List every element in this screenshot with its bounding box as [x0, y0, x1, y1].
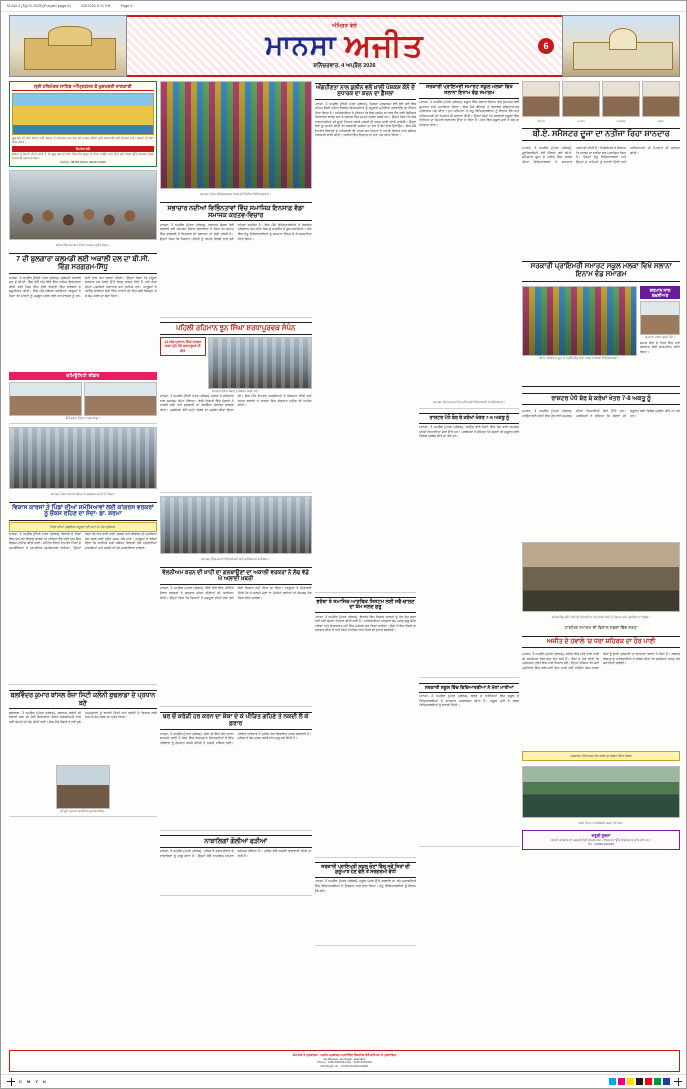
article-lead-decision	[315, 81, 417, 593]
headline: ਬੀ.ਏ. ਸਮੈਸਟਰ ਦੂਜਾ ਦਾ ਨਤੀਜਾ ਰਿਹਾ ਸ਼ਾਨਦਾਰ	[522, 128, 680, 142]
print-registration-strip	[1, 1074, 687, 1088]
headline: ਵੇਲਨੀਅਮ ਕਰਨ ਦੀ ਖ਼ਾਹੀ ਦਾ ਗਲਬਾਉਣਾਂ ਦਾ ਅਕਾਲੀ ਵਰਕਰਾਂ ਨੇ ਲੰਢ ਵੱਡੇ ਘੇ ਅਲਾਦੀ ਖ਼ਬਰੀ	[160, 567, 312, 585]
registration-crosshair-icon	[7, 1078, 15, 1086]
photo-caption: ਸ਼ਹਿਰ ਵਿੱਚ ਗੰਦੇ ਪਾਣੀ ਦੀ ਨਿਕਾਸੀ ਨਾ ਹੋਣ ਕਾਰਨ ਲੋਕਾਂ ਨੂੰ ਪੇਸ਼ ਆ ਰਹੀ ਮੁਸ਼ਕਿਲ ਦਾ ਦ੍ਰਿਸ਼।	[551, 615, 651, 620]
article-congress-villages	[9, 501, 157, 686]
headline: ਸਰਕਾਰੀ ਪ੍ਰਾਇਮਰੀ ਸਕੂਲ ਚੋਣਾਂ ਵਿੱਚ ਨਵੇਂ ਸਿਰਾਂ ਦੀ ਸ਼ੁਰੂਆਤ ਹੋਣ ਵੇਲੇ ਤੋਂ ਸਰਗਰਮੀ ਵੱਧੀ	[315, 862, 417, 878]
article-photo-prize	[522, 286, 637, 356]
topper-photo	[522, 81, 560, 117]
ad-title: ਸ੍ਰੀ ਹਰਿਮੰਦਰ ਸਾਹਿਬ ਅੰਮ੍ਰਿਤਸਰ ਤੋਂ ਖੁਸ਼ਖਬਰੀ ਜਾਣਕਾਰੀ	[12, 84, 154, 91]
inset-header: ਕਮਿਊਨਿਟੀ ਲੀਡਰ	[9, 372, 157, 380]
photo-caption: ਸਮਾਗਮ ਦੌਰਾਨ ਸੱਭਿਆਚਾਰਕ ਪੇਸ਼ਕਾਰੀ ਦਿੰਦੀਆਂ ਵਿਦਿਆਰਥਣਾਂ।	[200, 192, 272, 196]
swatch-yellow	[627, 1078, 634, 1085]
topper-photo	[642, 81, 680, 117]
print-header-time: 4/3/2026 9:11 PM	[80, 4, 111, 8]
article-photo-portrait	[56, 765, 110, 809]
article-religious-event	[160, 321, 312, 493]
headline: ਸਭਾਚਾਰ ਨਦੀਆਂ ਵਿਭਿੰਨਤਾਵਾਂ ਵਿੱਚ ਸਮਾਜਿਕ ਇਨਸਾਫ਼ ਵੱਡਾ ਸਮਾਜਕ ਕਰਤਵ-ਵਿਚਾਰ	[160, 202, 312, 221]
advertisement-top-left[interactable]	[9, 81, 157, 167]
article-photo-protest	[522, 766, 680, 818]
ad-body: ਆਪਣੇ ਕਾਰੋਬਾਰ ਦੀ ਮਸ਼ਹੂਰੀ ਲਈ ਸੰਪਰਕ ਕਰੋ। ਵਾਜਬ ਰੇਟ ਉੱਤੇ ਇਸ਼ਤਿਹਾਰ ਛਾਪੇ ਜਾਂਦੇ ਹਨ।	[551, 838, 652, 843]
headline: ਨਾਬਾਲਿਗਾਂ ਗੋਲੀਆਂ ਫੜੀਆਂ	[160, 835, 312, 847]
article-photo-group	[9, 427, 157, 489]
ad-phone: ਫੋਨ : 01652-222222	[588, 842, 614, 847]
photo-caption: ਧਰਨੇ ਦੌਰਾਨ ਨਾਅਰੇਬਾਜ਼ੀ ਕਰਦੇ ਹੋਏ ਲੋਕ।	[578, 821, 624, 826]
colophon-line-3: Phone : 0181-5064444 Fax : 0181-5064445	[317, 1060, 372, 1065]
photo-caption: ਨਵੇਂ ਚੁਣੇ ਪ੍ਰਧਾਨ ਬਲਵਿੰਦਰ ਕੁਮਾਰ ਬਾਂਸਲ।	[59, 808, 107, 813]
topper-name: ਕਿਰਨ	[658, 120, 664, 123]
masthead-date: ਸ਼ਨਿੱਚਰਵਾਰ, 4 ਅਪ੍ਰੈਲ 2026	[313, 62, 376, 69]
headline: ਅੰਗਹੀਣਤਾ ਨਾਲ ਕੁਲੀਨ ਵਲੋਂ ਖ਼ਾਲੀ ਪੇਸ਼ਕਸ਼ ਕੋਨੇ ਦੇ ਸੁਧਾਰਕ ਦਾ ਕਰਨ ਦਾ ਫ਼ੈਸਲਾ	[315, 83, 417, 101]
color-swatches	[609, 1078, 670, 1085]
headline: 7 ਦੀ ਬੁਲਗਾਰਾ ਕਲਮਡੀ ਲਈ ਅਕਾਲੀ ਦਲ ਦਾ ਬੀ.ਸੀ. ਵਿੰਗ ਸਰਗਰਮ-ਸਿੱਧੂ	[9, 253, 157, 274]
headline: ਅਜੀਤ ਦੇ ਹਵਾਲੇ 'ਚ ਧਰਾ ਸ਼ਹਿਰਕ ਦਾ ਹੋਰ ਪਾਣੀ	[522, 636, 680, 648]
topper-photo	[562, 81, 600, 117]
colophon-line-2: Ajit Bhawan, Ajit Nagar, Jalandhar	[323, 1056, 366, 1061]
colophon-line-1: ਸੰਪਾਦਕ ਤੇ ਪ੍ਰਕਾਸ਼ਕ : ਅਜੀਤ ਪ੍ਰਕਾਸ਼ਨ ਪ੍ਰਾਈਵੇਟ ਲਿਮਟਿਡ ਵੱਲੋਂ ਛਾਪਿਆ ਤੇ ਪ੍ਰਕਾਸ਼ਿਤ	[292, 1053, 397, 1058]
article-body: ਮਾਨਸਾ, 3 ਅਪ੍ਰੈਲ (ਨਿੱਜੀ ਪੱਤਰ ਪ੍ਰੇਰਕ)- ਸ਼ਰਧਾ ਤੇ ਸਤਿਕਾਰ ਨਾਲ ਸਮਾਗਮ ਸੰਪੰਨ ਹੋਇਆ। ਵੱਡੀ ਗਿਣਤੀ ਵਿੱਚ ਸੰਗਤਾਂ ਨੇ ਹਾਜ਼ਰੀ ਭਰੀ ਅਤੇ ਗੁਰਬਾਣੀ ਦਾ ਰਸਭਿੰਨਾ ਕੀਰਤਨ ਸਰਵਣ ਕੀਤਾ। ਪ੍ਰਬੰਧਕਾਂ ਵੱਲੋਂ ਅਟੁੱਟ ਲੰਗਰ ਦਾ ਪ੍ਰਬੰਧ ਕੀਤਾ ਗਿਆ ਸੀ। ਇਸ ਮੌਕੇ ਵੱਖ-ਵੱਖ ਸ਼ਖ਼ਸੀਅਤਾਂ ਨੇ ਸ਼ਿਰਕਤ ਕੀਤੀ ਅਤੇ ਸਮਾਜ ਭਲਾਈ ਦੇ ਕਾਰਜਾਂ ਵਿੱਚ ਯੋਗਦਾਨ ਪਾਉਣ ਦੀ ਅਪੀਲ ਕੀਤੀ।	[159, 394, 312, 412]
colophon	[9, 1050, 680, 1072]
photo-caption: ਸਮਾਗਮ ਦੌਰਾਨ ਸ਼ਾਮਲ ਸੰਗਤਾਂ ਤੇ ਪ੍ਰਬੰਧਕ ਕਮੇਟੀ ਦੇ ਮੈਂਬਰ।	[50, 492, 115, 497]
article-body: ਮਾਨਸਾ, 3 ਅਪ੍ਰੈਲ (ਪੱਤਰ ਪ੍ਰੇਰਕ)- ਇਲਾਕੇ ਵਿੱਚ ਵਿਕਾਸ ਕਾਰਜਾਂ ਨੂੰ ਹੋਰ ਤੇਜ਼ ਕਰਨ ਲਈ ਨਵੀਂ ਯੋਜਨਾ ਤਿਆਰ ਕੀਤੀ ਗਈ ਹੈ। ਅਧਿਕਾਰੀਆਂ ਅਨੁਸਾਰ ਕੰਮ ਜਲਦ ਸ਼ੁਰੂ ਕੀਤਾ ਜਾਵੇਗਾ ਅਤੇ ਨਿਰਧਾਰਤ ਸਮੇਂ ਵਿੱਚ ਮੁਕੰਮਲ ਕਰ ਲਿਆ ਜਾਵੇਗਾ। ਲੋਕਾਂ ਨੇ ਇਸ ਫ਼ੈਸਲੇ ਦਾ ਸਵਾਗਤ ਕੀਤਾ ਹੈ ਅਤੇ ਕਿਹਾ ਕਿ ਇਸ ਨਾਲ ਖੇਤਰ ਦੀ ਨੁਹਾਰ ਬਦਲੇਗੀ।	[314, 614, 417, 633]
article-social-justice	[160, 201, 312, 318]
article-body: ਮਾਨਸਾ, 3 ਅਪ੍ਰੈਲ (ਪੱਤਰ ਪ੍ਰੇਰਕ)- ਪੁਲਿਸ ਨੇ ਗਸ਼ਤ ਦੌਰਾਨ ਦੋ ਨਾਬਾਲਿਗਾਂ ਨੂੰ ਕਾਬੂ ਕੀਤਾ ਹੈ। ਉਨ੍ਹਾਂ ਕੋਲੋਂ ਨਾਜਾਇਜ਼ ਸਾਮਾਨ ਬਰਾਮਦ ਹੋਇਆ ਹੈ। ਪੁਲਿਸ ਵੱਲੋਂ ਅਗਲੀ ਕਾਰਵਾਈ ਕੀਤੀ ਜਾ ਰਹੀ ਹੈ।	[159, 849, 312, 858]
section-divider	[522, 386, 680, 387]
masthead-strap: ਅੰਮ੍ਰਿਤ ਵੇਲੇ	[331, 22, 358, 29]
headline: ਸਰਕਾਰੀ ਪ੍ਰਾਇਮਰੀ ਸਮਾਰਟ ਸਕੂਲ ਮਲਕਾ ਵਿਖੇ ਸਲਾਨਾ ਇਨਾਮ ਵੰਡ ਸਮਾਗਮ	[419, 83, 519, 99]
print-header-bar	[1, 1, 687, 12]
article-colony-president	[9, 688, 157, 817]
masthead-photo-left	[9, 15, 127, 77]
masthead-titles	[265, 27, 424, 63]
toppers-name-row	[522, 120, 680, 123]
article-body: ਮਾਨਸਾ, 3 ਅਪ੍ਰੈਲ (ਪੱਤਰ ਪ੍ਰੇਰਕ)- ਆਉਣ ਵਾਲੇ ਦਿਨਾਂ ਵਿੱਚ ਹੋਣ ਵਾਲੇ ਸਮਾਗਮ ਦੀਆਂ ਤਿਆਰੀਆਂ ਜ਼ੋਰਾਂ ਉੱਤੇ ਹਨ। ਪ੍ਰਬੰਧਕਾਂ ਨੇ ਦੱਸਿਆ ਕਿ ਸੰਗਤਾਂ ਦੀ ਸਹੂਲਤ ਲਈ ਵਿਸ਼ੇਸ਼ ਪ੍ਰਬੰਧ ਕੀਤੇ ਜਾ ਰਹੇ ਹਨ।	[419, 425, 520, 439]
article-event-dates	[419, 412, 519, 678]
swatch-blue	[663, 1078, 670, 1085]
topper-photo	[602, 81, 640, 117]
inset-caption: ਇਕੱਤਰਤਾ ਦੌਰਾਨ ਹਾਜ਼ਰ ਆਗੂ।	[65, 415, 100, 420]
article-photo-drain	[522, 542, 680, 612]
headline: ਸਰਕਾਰੀ ਪ੍ਰਾਇਮਰੀ ਸਮਾਰਟ ਸਕੂਲ ਮਲਕਾ ਵਿਖੇ ਸਲਾਨਾ ਇਨਾਮ ਵੰਡ ਸਮਾਗਮ	[522, 261, 680, 282]
page-body-grid	[9, 81, 680, 1071]
article-body: ਮਾਨਸਾ, 3 ਅਪ੍ਰੈਲ (ਪੱਤਰ ਪ੍ਰੇਰਕ)- ਯੂਨੀਵਰਸਿਟੀ ਵੱਲੋਂ ਐਲਾਨੇ ਗਏ ਬੀ.ਏ. ਸਮੈਸਟਰ ਦੂਜਾ ਦੇ ਨਤੀਜੇ ਵਿੱਚ ਕਾਲਜ ਦੀਆਂ ਵਿਦਿਆਰਥਣਾਂ ਨੇ ਸ਼ਾਨਦਾਰ ਪ੍ਰਾਪਤੀ ਕੀਤੀ ਹੈ। ਪ੍ਰਿੰਸੀਪਲ ਨੇ ਦੱਸਿਆ ਕਿ ਕਾਲਜ ਦਾ ਨਤੀਜਾ ਸ਼ਤ-ਪ੍ਰਤੀਸ਼ਤ ਰਿਹਾ ਹੈ। ਉਨ੍ਹਾਂ ਜੇਤੂ ਵਿਦਿਆਰਥਣਾਂ ਅਤੇ ਉਨ੍ਹਾਂ ਦੇ ਮਾਪਿਆਂ ਨੂੰ ਵਧਾਈ ਦਿੱਤੀ ਅਤੇ ਅਧਿਆਪਕਾਂ ਦੀ ਮਿਹਨਤ ਦੀ ਸ਼ਲਾਘਾ ਕੀਤੀ।	[522, 145, 680, 164]
article-body: ਮਾਨਸਾ, 3 ਅਪ੍ਰੈਲ (ਪੱਤਰ ਪ੍ਰੇਰਕ)- ਆਉਣ ਵਾਲੇ ਦਿਨਾਂ ਵਿੱਚ ਹੋਣ ਵਾਲੇ ਸਮਾਗਮ ਦੀਆਂ ਤਿਆਰੀਆਂ ਜ਼ੋਰਾਂ ਉੱਤੇ ਹਨ। ਪ੍ਰਬੰਧਕਾਂ ਨੇ ਦੱਸਿਆ ਕਿ ਸੰਗਤਾਂ ਦੀ ਸਹੂਲਤ ਲਈ ਵਿਸ਼ੇਸ਼ ਪ੍ਰਬੰਧ ਕੀਤੇ ਜਾ ਰਹੇ ਹਨ।	[522, 409, 680, 418]
masthead-center	[127, 15, 562, 77]
photo-caption: ਸਮਾਗਮ ਦੌਰਾਨ ਸਨਮਾਨਿਤ ਕੀਤੇ ਗਏ ਵਿਦਿਆਰਥੀ ਤੇ ਅਧਿਆਪਕ।	[433, 400, 506, 405]
sidebar-body: ਸਮਾਜ ਸੇਵਾ ਦੇ ਖੇਤਰ ਵਿੱਚ ਪਾਏ ਯੋਗਦਾਨ ਲਈ ਸਨਮਾਨਿਤ ਕੀਤਾ ਗਿਆ।	[640, 340, 680, 354]
inset-photo-right	[84, 382, 157, 416]
masthead-title-manasa: ਮਾਨਸਾ	[265, 29, 337, 60]
registration-crosshair-icon	[674, 1078, 682, 1086]
headline: ਵਿਕਾਸ ਕਾਰਜਾਂ ਤੇ ਪਿੰਡਾਂ ਦੀਆਂ ਸਮੱਸਿਆਵਾਂ ਲਈ ਕਾਂਗਰਸ ਵਰਕਰਾਂ ਨੂੰ ਚੌਕਸ ਰਹਿਣ ਦਾ ਸੱਦਾ- ਡਾ. ਸ਼ਰਮਾ	[9, 502, 157, 520]
callout-text: 14 ਅੰਗ ਪ੍ਰਧਾਨ ਸਿੰਘ ਦਰਸ਼ਨ ਕਰਨ ਪੁੱਜੇ ਹੋਏ ਸ਼ਰਧਾਲੂਆਂ ਦੀ ਭੀੜ	[164, 339, 202, 353]
toppers-photo-grid	[522, 81, 680, 117]
article-body: ਮਾਨਸਾ, 3 ਅਪ੍ਰੈਲ (ਪੱਤਰ ਪ੍ਰੇਰਕ)- ਬੋਰਡ ਦੇ ਨਤੀਜਿਆਂ ਵਿੱਚ ਸਕੂਲ ਦੇ ਵਿਦਿਆਰਥੀਆਂ ਨੇ ਸ਼ਾਨਦਾਰ ਪ੍ਰਦਰਸ਼ਨ ਕੀਤਾ ਹੈ। ਸਕੂਲ ਮੁਖੀ ਨੇ ਸਫ਼ਲ ਵਿਦਿਆਰਥੀਆਂ ਨੂੰ ਵਧਾਈ ਦਿੱਤੀ।	[419, 694, 520, 708]
pullquote-strip: ਪ੍ਰਸ਼ਾਸਨ ਵੱਲੋਂ ਜਲਦ ਹੱਲ ਕਰਨ ਦਾ ਭਰੋਸਾ ਦਿੱਤਾ ਗਿਆ	[522, 751, 680, 761]
headline: ਸਰਕਾਰੀ ਸਕੂਲ ਵਿੱਚ ਵਿਦਿਆਰਥੀਆਂ ਨੇ ਮੱਲਾਂ ਮਾਰੀਆਂ	[419, 683, 519, 693]
article-workers-protest	[160, 566, 312, 708]
masthead-photo-right	[562, 15, 680, 77]
headline: ਰਾਸ਼ਟਰ ਪੰਧੋ ਬੋਰ ਬੇ ਕਰੇਖਾਂ ਖੇਤਰ 7-8 ਅਕਤੂ ਨੂੰ	[419, 413, 519, 423]
advertisement-notice[interactable]	[522, 830, 680, 850]
article-school-prize-distribution	[419, 81, 519, 409]
column-3	[315, 81, 417, 1071]
headline: ਭਰੱਥਾ ਤੇ ਸਮਾਜਿਕ-ਆਰਥਿਕ ਸਿਸਟਮ ਲਈ ਸਵੈ-ਚਾਲਣ ਦਾ ਕੰਮ ਜਲਦ ਸ਼ੁਰੂ	[315, 597, 417, 613]
article-body: ਮਾਨਸਾ, 3 ਅਪ੍ਰੈਲ (ਪੱਤਰ ਪ੍ਰੇਰਕ)- ਇੱਥੇ ਹੋਈ ਇੱਕ ਮੀਟਿੰਗ ਦੌਰਾਨ ਵਰਕਰਾਂ ਨੇ ਸਰਕਾਰ ਦੀਆਂ ਨੀਤੀਆਂ ਦੀ ਆਲੋਚਨਾ ਕੀਤੀ। ਉਨ੍ਹਾਂ ਕਿਹਾ ਕਿ ਕਿਸਾਨਾਂ ਤੇ ਮਜ਼ਦੂਰਾਂ ਦੀਆਂ ਮੰਗਾਂ ਵੱਲ ਕੋਈ ਧਿਆਨ ਨਹੀਂ ਦਿੱਤਾ ਜਾ ਰਿਹਾ। ਆਗੂਆਂ ਨੇ ਚਿਤਾਵਨੀ ਦਿੱਤੀ ਕਿ ਜੇ ਜਲਦੀ ਮੰਗਾਂ ਨਾ ਮੰਨੀਆਂ ਗਈਆਂ ਤਾਂ ਸੰਘਰਸ਼ ਹੋਰ ਤਿੱਖਾ ਕੀਤਾ ਜਾਵੇਗਾ।	[159, 586, 312, 600]
photo-caption: ਸਮਾਗਮ ਵਿੱਚ ਸ਼ਾਮਲ ਵਿਦਿਆਰਥੀ ਅਤੇ ਅਧਿਆਪਕ ਸਾਹਿਬਾਨ।	[201, 557, 271, 562]
ad-title: ਜ਼ਰੂਰੀ ਸੂਚਨਾ	[591, 832, 611, 838]
sidebar-photo	[640, 301, 680, 335]
headline: ਰਾਸ਼ਟਰ ਪੰਧੋ ਬੋਰ ਬੇ ਕਰੇਖਾਂ ਖੇਤਰ 7-8 ਅਕਤੂ ਨੂੰ	[522, 393, 680, 405]
article-photo-students	[160, 496, 312, 554]
headline: ਪਹਿਲੀ ਰਹਿਮਾਨ ਝੂਨ ਸਿੰਘਾ ਸ਼ਰਧਾਪੂਰਵਕ ਸੰਪੰਨ	[160, 322, 312, 335]
article-theft-case	[160, 710, 312, 830]
photo-caption: ਸਮਾਗਮ ਦੌਰਾਨ ਸੰਗਤ ਨੂੰ ਸੰਬੋਧਨ ਕਰਦੇ ਹੋਏ।	[211, 388, 260, 393]
article-body: ਮਾਨਸਾ, 3 ਅਪ੍ਰੈਲ (ਪੱਤਰ ਪ੍ਰੇਰਕ)- ਸਥਾਨਕ ਸੰਸਥਾ ਵੱਲੋਂ ਕਰਵਾਏ ਗਏ ਸਮਾਗਮ ਦੌਰਾਨ ਬੁਲਾਰਿਆਂ ਨੇ ਕਿਹਾ ਕਿ ਸਮਾਜ ਵਿੱਚ ਬਰਾਬਰੀ ਤੇ ਇਨਸਾਫ਼ ਦੀ ਸਥਾਪਨਾ ਹੀ ਸੱਚੀ ਤਰੱਕੀ ਹੈ। ਉਨ੍ਹਾਂ ਕਿਹਾ ਕਿ ਨੌਜਵਾਨ ਪੀੜ੍ਹੀ ਨੂੰ ਆਪਣੇ ਵਿਰਸੇ ਨਾਲ ਜੁੜੇ ਰਹਿਣਾ ਚਾਹੀਦਾ ਹੈ। ਇਸ ਮੌਕੇ ਵਿਦਿਆਰਥੀਆਂ ਨੇ ਰੰਗਾਰੰਗ ਪ੍ਰੋਗਰਾਮ ਪੇਸ਼ ਕੀਤਾ ਜਿਸ ਨੂੰ ਹਾਜ਼ਰੀਨ ਨੇ ਖ਼ੂਬ ਸਲਾਹਿਆ। ਅੰਤ ਵਿੱਚ ਜੇਤੂ ਵਿਦਿਆਰਥੀਆਂ ਨੂੰ ਸਨਮਾਨ ਚਿੰਨ੍ਹ ਦੇ ਕੇ ਸਨਮਾਨਿਤ ਕੀਤਾ ਗਿਆ।	[159, 222, 312, 241]
headline: ਥਰ ਚੋਂ ਕਰੋੜੀ ਹਰ ਕਰਨ ਦਾ ਸ਼ੰਕਾ ਦੇ ਕੇ ਪੀੜਿਤ ਗਹਿਣੇ ਤੇ ਨਕਦੀ ਲੈ ਕੇ ਫ਼ਰਾਰ	[160, 712, 312, 730]
print-header-page: Page 6	[120, 4, 133, 8]
article-body: ਮਾਨਸਾ, 3 ਅਪ੍ਰੈਲ (ਪੱਤਰ ਪ੍ਰੇਰਕ)- ਸਕੂਲ ਪੱਧਰ ਉੱਤੇ ਕਰਵਾਏ ਜਾ ਰਹੇ ਮੁਕਾਬਲਿਆਂ ਵਿੱਚ ਵਿਦਿਆਰਥੀਆਂ ਨੇ ਉਤਸ਼ਾਹ ਨਾਲ ਭਾਗ ਲਿਆ। ਜੇਤੂ ਵਿਦਿਆਰਥੀਆਂ ਨੂੰ ਇਨਾਮ ਵੰਡੇ ਗਏ।	[314, 879, 417, 893]
column-4	[419, 81, 519, 1071]
article-body: ਮਾਨਸਾ, 3 ਅਪ੍ਰੈਲ (ਨਿੱਜੀ ਪੱਤਰ ਪ੍ਰੇਰਕ)- ਜ਼ਿਲ੍ਹਾ ਪ੍ਰਸ਼ਾਸਨ ਵੱਲੋਂ ਲਏ ਗਏ ਇੱਕ ਅਹਿਮ ਫ਼ੈਸਲੇ ਤਹਿਤ ਲੋੜਵੰਦ ਵਿਅਕਤੀਆਂ ਨੂੰ ਸਹੂਲਤਾਂ ਮੁਹੱਈਆ ਕਰਵਾਉਣ ਦਾ ਐਲਾਨ ਕੀਤਾ ਗਿਆ ਹੈ। ਅਧਿਕਾਰੀਆਂ ਨੇ ਦੱਸਿਆ ਕਿ ਇਸ ਸਕੀਮ ਦਾ ਲਾਭ ਲੈਣ ਲਈ ਬਿਨੈਕਾਰ ਨਿਰਧਾਰਤ ਫਾਰਮ ਭਰ ਕੇ ਦਫ਼ਤਰ ਵਿੱਚ ਜਮ੍ਹਾਂ ਕਰਵਾ ਸਕਦੇ ਹਨ। ਉਨ੍ਹਾਂ ਕਿਹਾ ਕਿ ਯੋਗ ਲਾਭਪਾਤਰੀਆਂ ਦੀ ਸੂਚੀ ਤਿਆਰ ਕਰਕੇ ਜਲਦੀ ਹੀ ਰਕਮ ਜਾਰੀ ਕੀਤੀ ਜਾਵੇਗੀ। ਉਨ੍ਹਾਂ ਲੋਕਾਂ ਨੂੰ ਅਪੀਲ ਕੀਤੀ ਕਿ ਸਰਕਾਰੀ ਸਕੀਮਾਂ ਦਾ ਵੱਧ ਤੋਂ ਵੱਧ ਲਾਭ ਉਠਾਉਣ। ਇਸ ਮੌਕੇ ਵੱਖ-ਵੱਖ ਵਿਭਾਗਾਂ ਦੇ ਅਧਿਕਾਰੀ ਵੀ ਹਾਜ਼ਰ ਸਨ ਜਿਨ੍ਹਾਂ ਨੇ ਆਪਣੇ ਵਿਭਾਗ ਨਾਲ ਸਬੰਧਤ ਜਾਣਕਾਰੀ ਸਾਂਝੀ ਕੀਤੀ। ਅਖ਼ੀਰ ਵਿੱਚ ਧੰਨਵਾਦ ਦਾ ਮਤਾ ਪੇਸ਼ ਕੀਤਾ ਗਿਆ।	[314, 101, 417, 138]
article-body: ਮਾਨਸਾ, 3 ਅਪ੍ਰੈਲ (ਪੱਤਰ ਪ੍ਰੇਰਕ)- ਠੱਗੀ ਦੀ ਇੱਕ ਹੋਰ ਘਟਨਾ ਸਾਹਮਣੇ ਆਈ ਹੈ ਜਿਸ ਵਿੱਚ ਅਣਪਛਾਤੇ ਵਿਅਕਤੀਆਂ ਨੇ ਇੱਕ ਪਰਿਵਾਰ ਨੂੰ ਗੁੰਮਰਾਹ ਕਰਕੇ ਗਹਿਣੇ ਤੇ ਨਕਦੀ ਹਥਿਆ ਲਈ। ਪੀੜਿਤ ਪਰਿਵਾਰ ਨੇ ਪੁਲਿਸ ਕੋਲ ਸ਼ਿਕਾਇਤ ਦਰਜ ਕਰਵਾਈ ਹੈ। ਪੁਲਿਸ ਨੇ ਕੇਸ ਦਰਜ ਕਰਕੇ ਜਾਂਚ ਸ਼ੁਰੂ ਕਰ ਦਿੱਤੀ ਹੈ।	[159, 731, 312, 745]
ad-phone: ਮੋਬਾਇਲ : 98765-43210, 98140-12345	[60, 159, 106, 164]
article-akali-bc-wing	[9, 252, 157, 424]
swatch-magenta	[618, 1078, 625, 1085]
swatch-green	[654, 1078, 661, 1085]
headline: ਬਲਵਿੰਦਰ ਕੁਮਾਰ ਬਾਂਸਲ ਰੋਜ਼ਾ ਸਿਟੀ ਕਲੋਨੀ ਬੁਢਲਾਡਾ ਦੇ ਪ੍ਰਧਾਨ ਬਣੇ	[9, 690, 157, 709]
callout-box	[160, 337, 206, 356]
sidebar-caption: ਸਨਮਾਨ ਹਾਸਲ ਕਰਦੇ ਹੋਏ।	[645, 335, 675, 340]
article-photo-stage	[208, 337, 312, 389]
article-body: ਮਾਨਸਾ, 3 ਅਪ੍ਰੈਲ (ਨਿੱਜੀ ਪੱਤਰ ਪ੍ਰੇਰਕ)- ਸ਼੍ਰੋਮਣੀ ਅਕਾਲੀ ਦਲ ਦੇ ਬੀ.ਸੀ. ਵਿੰਗ ਵੱਲੋਂ ਅੱਜ ਇੱਥੇ ਇੱਕ ਅਹਿਮ ਇਕੱਤਰਤਾ ਕੀਤੀ ਗਈ ਜਿਸ ਵਿੱਚ ਵੱਡੀ ਗਿਣਤੀ ਵਿੱਚ ਵਰਕਰਾਂ ਨੇ ਸ਼ਮੂਲੀਅਤ ਕੀਤੀ। ਇਸ ਮੌਕੇ ਸੰਬੋਧਨ ਕਰਦਿਆਂ ਆਗੂਆਂ ਨੇ ਕਿਹਾ ਕਿ ਪਾਰਟੀ ਨੂੰ ਮਜ਼ਬੂਤ ਕਰਨ ਲਈ ਹਰ ਵਰਕਰ ਨੂੰ ਤਨ-ਦੇਹੀ ਨਾਲ ਕੰਮ ਕਰਨਾ ਪਵੇਗਾ। ਉਨ੍ਹਾਂ ਕਿਹਾ ਕਿ ਮੌਜੂਦਾ ਸਰਕਾਰ ਹਰ ਮੋਰਚੇ ਉੱਤੇ ਫੇਲ੍ਹ ਸਾਬਤ ਹੋਈ ਹੈ ਅਤੇ ਲੋਕਾਂ ਦੀਆਂ ਮੁਸ਼ਕਿਲਾਂ ਲਗਾਤਾਰ ਵਧ ਰਹੀਆਂ ਹਨ। ਆਗੂਆਂ ਨੇ ਆਉਣ ਵਾਲੀਆਂ ਚੋਣਾਂ ਵਿੱਚ ਪਾਰਟੀ ਦੀ ਜਿੱਤ ਲਈ ਇੱਕਜੁੱਟ ਹੋ ਕੇ ਕੰਮ ਕਰਨ ਦਾ ਸੱਦਾ ਦਿੱਤਾ।	[9, 275, 157, 298]
topper-name: ਮਨਦੀਪ	[577, 120, 585, 123]
column-5	[522, 81, 680, 1071]
swatch-cyan	[609, 1078, 616, 1085]
column-2	[160, 81, 312, 1071]
article-body: ਮਾਨਸਾ, 3 ਅਪ੍ਰੈਲ (ਪੱਤਰ ਪ੍ਰੇਰਕ)- ਸ਼ਹਿਰ ਵਿੱਚ ਪੀਣ ਵਾਲੇ ਪਾਣੀ ਦੀ ਸਮੱਸਿਆ ਦਿਨੋ-ਦਿਨ ਵਧ ਰਹੀ ਹੈ। ਲੋਕਾਂ ਨੇ ਮੰਗ ਕੀਤੀ ਕਿ ਪ੍ਰਸ਼ਾਸਨ ਤੁਰੰਤ ਇਸ ਪਾਸੇ ਧਿਆਨ ਦੇਵੇ। ਉਨ੍ਹਾਂ ਦੱਸਿਆ ਕਿ ਕਈ ਮੁਹੱਲਿਆਂ ਵਿੱਚ ਕਈ-ਕਈ ਦਿਨ ਪਾਣੀ ਨਹੀਂ ਆਉਂਦਾ ਜਿਸ ਕਾਰਨ ਲੋਕਾਂ ਨੂੰ ਭਾਰੀ ਪ੍ਰੇਸ਼ਾਨੀ ਦਾ ਸਾਹਮਣਾ ਕਰਨਾ ਪੈ ਰਿਹਾ ਹੈ। ਸਬੰਧਤ ਵਿਭਾਗ ਦੇ ਅਧਿਕਾਰੀਆਂ ਨੇ ਭਰੋਸਾ ਦਿੱਤਾ ਕਿ ਸਮੱਸਿਆ ਜਲਦ ਹੱਲ ਕਰ ਦਿੱਤੀ ਜਾਵੇਗੀ।	[522, 652, 680, 670]
masthead	[9, 15, 680, 77]
ad-body: ਸੰਗਤਾਂ ਨੂੰ ਬੇਨਤੀ ਕੀਤੀ ਜਾਂਦੀ ਹੈ ਕਿ ਗੁਰੂ ਘਰ ਦੀ ਸੇਵਾ ਵਿੱਚ ਵੱਧ ਚੜ੍ਹ ਕੇ ਹਿੱਸਾ ਪਾਉਣ ਅਤੇ ਦਿੱਤੇ ਗਏ ਨੰਬਰਾਂ ਉੱਤੇ ਸੰਪਰਕ ਕਰਕੇ ਜਾਣਕਾਰੀ ਪ੍ਰਾਪਤ ਕਰਨ।	[12, 152, 154, 160]
topper-name: ਹਰਪ੍ਰੀਤ	[616, 120, 626, 123]
ad-subtext: ਗੁਰੂ ਘਰ ਦੀ ਸੇਵਾ ਸੰਭਾਲ ਲਈ ਸੰਗਤਾਂ ਦੇ ਸਹਿਯੋਗ ਨਾਲ ਚੱਲ ਰਹੇ ਕਾਰਜ ਸਬੰਧੀ ਪੂਰੀ ਜਾਣਕਾਰੀ ਲਈ ਸੰਪਰਕ ਕਰੋ। ਸੰਗਤਾਂ ਦੀ ਸੇਵਾ ਵਿੱਚ ਹਾਜ਼ਰ।	[12, 136, 154, 145]
masthead-title-ajit: ਅਜੀਤ	[344, 27, 424, 63]
ad-contact-chip[interactable]: ਸੰਪਰਕ ਕਰੋ	[12, 146, 154, 152]
kicker: ਧਾਰਮਿਕ ਸਮਾਗਮ ਦੀ ਵਿਸ਼ਾਲ ਸ਼ਬਦਾਂ ਵਿੱਚ ਸ਼ਰਧਾ	[564, 625, 638, 631]
subheadline-strip: ਪਿੰਡਾਂ ਦੀਆਂ ਮੁੱਢਲੀਆਂ ਸਹੂਲਤਾਂ ਦੀ ਘਾਟ ਦਾ ਮੁੱਦਾ ਚੁੱਕਿਆ	[9, 522, 157, 532]
column-1	[9, 81, 157, 1071]
article-photo-cultural	[160, 81, 312, 189]
page-number-badge: 6	[538, 38, 554, 54]
colophon-line-4: RNI Regd. No. : PUNPUN/2011/44481	[320, 1064, 369, 1069]
swatch-red	[645, 1078, 652, 1085]
article-body: ਮਾਨਸਾ, 3 ਅਪ੍ਰੈਲ (ਨਿੱਜੀ ਪੱਤਰ ਪ੍ਰੇਰਕ)- ਇਲਾਕੇ ਦੇ ਪਿੰਡਾਂ ਵਿੱਚ ਚੱਲ ਰਹੇ ਵਿਕਾਸ ਕਾਰਜਾਂ ਦਾ ਜਾਇਜ਼ਾ ਲੈਣ ਲਈ ਅੱਜ ਇੱਕ ਵਿਸ਼ੇਸ਼ ਮੀਟਿੰਗ ਕੀਤੀ ਗਈ। ਮੀਟਿੰਗ ਦੌਰਾਨ ਵੱਖ-ਵੱਖ ਪਿੰਡਾਂ ਦੇ ਨੁਮਾਇੰਦਿਆਂ ਨੇ ਆਪਣੀਆਂ ਸਮੱਸਿਆਵਾਂ ਰੱਖੀਆਂ। ਉਨ੍ਹਾਂ ਕਿਹਾ ਕਿ ਪੀਣ ਵਾਲੇ ਪਾਣੀ, ਸੜਕਾਂ ਅਤੇ ਸੀਵਰੇਜ ਦੀ ਸਮੱਸਿਆ ਹੱਲ ਕਰਨ ਲਈ ਤੁਰੰਤ ਕਦਮ ਚੁੱਕੇ ਜਾਣ। ਆਗੂਆਂ ਨੇ ਭਰੋਸਾ ਦਿੱਤਾ ਕਿ ਸਾਰੀਆਂ ਮੰਗਾਂ ਸਬੰਧਤ ਵਿਭਾਗਾਂ ਤੱਕ ਪਹੁੰਚਾਈਆਂ ਜਾਣਗੀਆਂ ਅਤੇ ਜਲਦੀ ਹੀ ਹੱਲ ਕਰਵਾਇਆ ਜਾਵੇਗਾ।	[9, 532, 157, 550]
sidebar-header: ਸਨਮਾਨ ਨਾਲ ਸ਼ਖ਼ਸੀਅਤ	[640, 286, 680, 299]
ad-photo	[12, 93, 154, 135]
topper-name: ਸ਼ਿਵਾਨੀ	[537, 120, 545, 123]
article-photo-crowd	[9, 170, 157, 240]
article-body: ਬੁਢਲਾਡਾ, 3 ਅਪ੍ਰੈਲ (ਪੱਤਰ ਪ੍ਰੇਰਕ)- ਸਥਾਨਕ ਕਲੋਨੀ ਦੀ ਭਲਾਈ ਸਭਾ ਦੀ ਹੋਈ ਇਕੱਤਰਤਾ ਦੌਰਾਨ ਸਰਬਸੰਮਤੀ ਨਾਲ ਨਵੀਂ ਕਮੇਟੀ ਦੀ ਚੋਣ ਕੀਤੀ ਗਈ। ਇਸ ਮੌਕੇ ਮੈਂਬਰਾਂ ਨੇ ਨਵੇਂ ਚੁਣੇ ਅਹੁਦੇਦਾਰਾਂ ਨੂੰ ਵਧਾਈ ਦਿੱਤੀ ਅਤੇ ਕਲੋਨੀ ਦੇ ਵਿਕਾਸ ਲਈ ਮਿਲ ਕੇ ਕੰਮ ਕਰਨ ਦਾ ਪ੍ਰਣ ਲਿਆ।	[9, 710, 157, 724]
photo-caption: ਬੀ.ਏ. ਸਮੈਸਟਰ ਦੂਜਾ ਦੇ ਨਤੀਜੇ ਵਿੱਚ ਮੱਲਾਂ ਮਾਰਨ ਵਾਲੀਆਂ ਵਿਦਿਆਰਥਣਾਂ।	[539, 356, 620, 361]
swatch-black	[636, 1078, 643, 1085]
cmyk-label: C M Y K	[19, 1079, 48, 1084]
article-students-achievement	[419, 681, 519, 847]
inset-photo-left	[9, 382, 82, 416]
print-header-file: M-Ajit-2 (5)(03-2025)(Punjabi page-6)	[7, 4, 71, 8]
article-socioeconomic-system	[315, 596, 417, 858]
photo-caption: ਸ਼ਹਿਰ ਵਿੱਚ ਸਮਾਗਮ ਦੌਰਾਨ ਹਾਜ਼ਰ ਪਤਵੰਤੇ ਸੱਜਣ।	[55, 243, 110, 248]
article-school-activity	[315, 861, 417, 947]
article-body: ਮਾਨਸਾ, 3 ਅਪ੍ਰੈਲ (ਪੱਤਰ ਪ੍ਰੇਰਕ)- ਸਕੂਲ ਵਿੱਚ ਸਲਾਨਾ ਇਨਾਮ ਵੰਡ ਸਮਾਗਮ ਬੜੀ ਧੂਮਧਾਮ ਨਾਲ ਮਨਾਇਆ ਗਿਆ। ਇਸ ਮੌਕੇ ਬੱਚਿਆਂ ਨੇ ਰੰਗਾਰੰਗ ਸੱਭਿਆਚਾਰਕ ਪ੍ਰੋਗਰਾਮ ਪੇਸ਼ ਕੀਤਾ। ਮੁੱਖ ਮਹਿਮਾਨ ਨੇ ਜੇਤੂ ਵਿਦਿਆਰਥੀਆਂ ਨੂੰ ਇਨਾਮ ਵੰਡੇ ਅਤੇ ਅਧਿਆਪਕਾਂ ਦੀ ਮਿਹਨਤ ਦੀ ਸ਼ਲਾਘਾ ਕੀਤੀ। ਉਨ੍ਹਾਂ ਕਿਹਾ ਕਿ ਸਰਕਾਰੀ ਸਕੂਲਾਂ ਵਿੱਚ ਸਿੱਖਿਆ ਦਾ ਮਿਆਰ ਲਗਾਤਾਰ ਉੱਚਾ ਹੋ ਰਿਹਾ ਹੈ। ਅੰਤ ਵਿੱਚ ਸਕੂਲ ਮੁਖੀ ਨੇ ਸਭ ਦਾ ਧੰਨਵਾਦ ਕੀਤਾ।	[419, 100, 520, 127]
article-minors-caught	[160, 834, 312, 896]
